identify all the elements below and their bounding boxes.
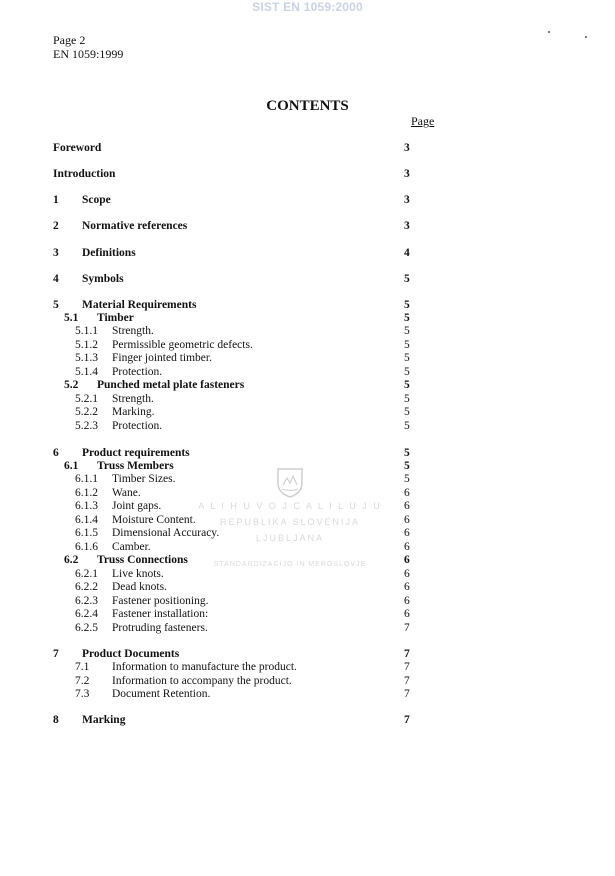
toc-number: 6.1.1 — [75, 473, 98, 485]
toc-page: 7 — [404, 714, 410, 726]
toc-row[interactable] — [0, 486, 615, 500]
toc-number: 5.1 — [64, 312, 79, 324]
toc-row[interactable] — [0, 324, 615, 338]
stamp-text-2: REPUBLIKA SLOVENIJA — [219, 517, 361, 527]
toc-row[interactable] — [0, 392, 615, 406]
toc-label: Punched metal plate fasteners — [97, 379, 245, 391]
toc-number: 7 — [53, 648, 59, 660]
toc-number: 1 — [53, 194, 59, 206]
toc-row[interactable] — [0, 526, 615, 540]
toc-row[interactable] — [0, 351, 615, 365]
toc-number: 4 — [53, 273, 59, 285]
toc-row[interactable] — [0, 713, 615, 727]
toc-number: 6.1.5 — [75, 527, 98, 539]
toc-label: Product requirements — [82, 447, 190, 459]
toc-label: Scope — [82, 194, 111, 206]
toc-number: 6.2.4 — [75, 608, 98, 620]
toc-label: Protruding fasteners. — [112, 622, 208, 634]
toc-number: 6.1.3 — [75, 500, 98, 512]
toc-number: 6.1.6 — [75, 541, 98, 553]
toc-row[interactable] — [0, 419, 615, 433]
toc-label: Camber. — [112, 541, 151, 553]
toc-page: 5 — [404, 447, 410, 459]
toc-page: 3 — [404, 220, 410, 232]
toc-row[interactable] — [0, 660, 615, 674]
toc-page: 7 — [404, 688, 410, 700]
toc-page: 5 — [404, 339, 410, 351]
stamp-text-1: A L I H U V O J C A L I L U J U — [198, 501, 382, 511]
stamp-text-4: STANDARDIZACIJO IN MEROSLOVJE — [213, 561, 367, 568]
toc-label: Truss Members — [97, 460, 174, 472]
toc-page: 5 — [404, 352, 410, 364]
toc-number: 6.1.2 — [75, 487, 98, 499]
toc-row[interactable] — [0, 621, 615, 635]
toc-label: Material Requirements — [82, 299, 197, 311]
toc-label: Fastener positioning. — [112, 595, 209, 607]
toc-row[interactable] — [0, 272, 615, 286]
toc-label: Dimensional Accuracy. — [112, 527, 220, 539]
toc-row[interactable] — [0, 472, 615, 486]
toc-number: 5.1.1 — [75, 325, 98, 337]
toc-page: 5 — [404, 325, 410, 337]
toc-number: 5.2.2 — [75, 406, 98, 418]
toc-row[interactable] — [0, 311, 615, 325]
toc-label: Dead knots. — [112, 581, 167, 593]
toc-number: 7.1 — [75, 661, 90, 673]
toc-label: Wane. — [112, 487, 141, 499]
toc-row[interactable] — [0, 141, 615, 155]
toc-label: Joint gaps. — [112, 500, 162, 512]
toc-row[interactable] — [0, 647, 615, 661]
toc-row[interactable] — [0, 446, 615, 460]
toc-label: Fastener installation: — [112, 608, 209, 620]
toc-row[interactable] — [0, 167, 615, 181]
toc-number: 5.1.4 — [75, 366, 98, 378]
scan-speck — [585, 36, 587, 38]
toc-page: 5 — [404, 406, 410, 418]
toc-label: Live knots. — [112, 568, 164, 580]
toc-label: Marking. — [112, 406, 155, 418]
toc-row[interactable] — [0, 298, 615, 312]
toc-number: 2 — [53, 220, 59, 232]
toc-page: 3 — [404, 194, 410, 206]
toc-page: 6 — [404, 595, 410, 607]
toc-number: 5.2 — [64, 379, 79, 391]
toc-number: 6.2.2 — [75, 581, 98, 593]
toc-number: 7.2 — [75, 675, 90, 687]
toc-page: 6 — [404, 554, 410, 566]
toc-page: 7 — [404, 622, 410, 634]
toc-page: 5 — [404, 312, 410, 324]
standard-code: EN 1059:1999 — [53, 47, 124, 61]
toc-row[interactable] — [0, 405, 615, 419]
toc-page: 4 — [404, 247, 410, 259]
toc-page: 7 — [404, 675, 410, 687]
toc-page: 5 — [404, 420, 410, 432]
toc-label: Truss Connections — [97, 554, 188, 566]
page-title: CONTENTS — [266, 98, 349, 114]
toc-number: 6.2.1 — [75, 568, 98, 580]
toc-row[interactable] — [0, 540, 615, 554]
toc-number: 7.3 — [75, 688, 90, 700]
toc-page: 5 — [404, 273, 410, 285]
toc-number: 5.2.3 — [75, 420, 98, 432]
toc-label: Moisture Content. — [112, 514, 196, 526]
toc-row[interactable] — [0, 378, 615, 392]
toc-number: 5.1.2 — [75, 339, 98, 351]
toc-label: Strength. — [112, 325, 154, 337]
toc-label: Marking — [82, 714, 126, 726]
toc-page: 6 — [404, 541, 410, 553]
toc-row[interactable] — [0, 193, 615, 207]
toc-row[interactable] — [0, 365, 615, 379]
toc-page: 5 — [404, 393, 410, 405]
toc-number: 6.2.5 — [75, 622, 98, 634]
toc-row[interactable] — [0, 674, 615, 688]
toc-row[interactable] — [0, 219, 615, 233]
toc-number: 6.1 — [64, 460, 79, 472]
toc-label: Information to accompany the product. — [112, 675, 292, 687]
toc-row[interactable] — [0, 580, 615, 594]
toc-number: 5 — [53, 299, 59, 311]
toc-page: 3 — [404, 142, 410, 154]
toc-page: 6 — [404, 514, 410, 526]
toc-number: 3 — [53, 247, 59, 259]
toc-row[interactable] — [0, 246, 615, 260]
toc-page: 6 — [404, 608, 410, 620]
toc-number: 6 — [53, 447, 59, 459]
page-column-heading: Page — [411, 114, 435, 128]
toc-row[interactable] — [0, 567, 615, 581]
toc-number: 5.1.3 — [75, 352, 98, 364]
toc-number: 5.2.1 — [75, 393, 98, 405]
toc-label: Document Retention. — [112, 688, 211, 700]
toc-page: 5 — [404, 299, 410, 311]
toc-row[interactable] — [0, 459, 615, 473]
page-header — [53, 33, 123, 61]
toc-page: 5 — [404, 473, 410, 485]
toc-page: 6 — [404, 581, 410, 593]
toc-label: Information to manufacture the product. — [112, 661, 297, 673]
toc-page: 6 — [404, 500, 410, 512]
toc-page: 5 — [404, 460, 410, 472]
toc-label: Definitions — [82, 247, 136, 259]
toc-number: 6.2.3 — [75, 595, 98, 607]
toc-number: 6.1.4 — [75, 514, 98, 526]
toc-row[interactable] — [0, 553, 615, 567]
toc-row[interactable] — [0, 607, 615, 621]
toc-label: Introduction — [53, 168, 116, 180]
toc-label: Protection. — [112, 366, 163, 378]
toc-number: 6.2 — [64, 554, 79, 566]
toc-label: Product Documents — [82, 648, 180, 660]
page-number-label: Page 2 — [53, 33, 86, 47]
toc-page: 7 — [404, 661, 410, 673]
toc-page: 6 — [404, 568, 410, 580]
toc-page: 5 — [404, 379, 410, 391]
toc-row[interactable] — [0, 499, 615, 513]
toc-label: Foreword — [53, 142, 102, 154]
toc-label: Symbols — [82, 273, 124, 285]
toc-row[interactable] — [0, 513, 615, 527]
toc-row[interactable] — [0, 338, 615, 352]
toc-row[interactable] — [0, 594, 615, 608]
toc-label: Protection. — [112, 420, 163, 432]
watermark: SIST EN 1059:2000 — [252, 0, 363, 14]
toc-number: 8 — [53, 714, 59, 726]
toc-page: 6 — [404, 487, 410, 499]
toc-label: Normative references — [82, 220, 188, 232]
toc-page: 5 — [404, 366, 410, 378]
toc-page: 6 — [404, 527, 410, 539]
toc-label: Strength. — [112, 393, 154, 405]
stamp-text-3: LJUBLJANA — [255, 533, 325, 543]
toc-label: Timber Sizes. — [112, 473, 176, 485]
toc-page: 3 — [404, 168, 410, 180]
toc-label: Permissible geometric defects. — [112, 339, 253, 351]
toc-row[interactable] — [0, 687, 615, 701]
toc-page: 7 — [404, 648, 410, 660]
toc-label: Timber — [97, 312, 134, 324]
scan-speck — [548, 31, 550, 33]
toc-label: Finger jointed timber. — [112, 352, 212, 364]
